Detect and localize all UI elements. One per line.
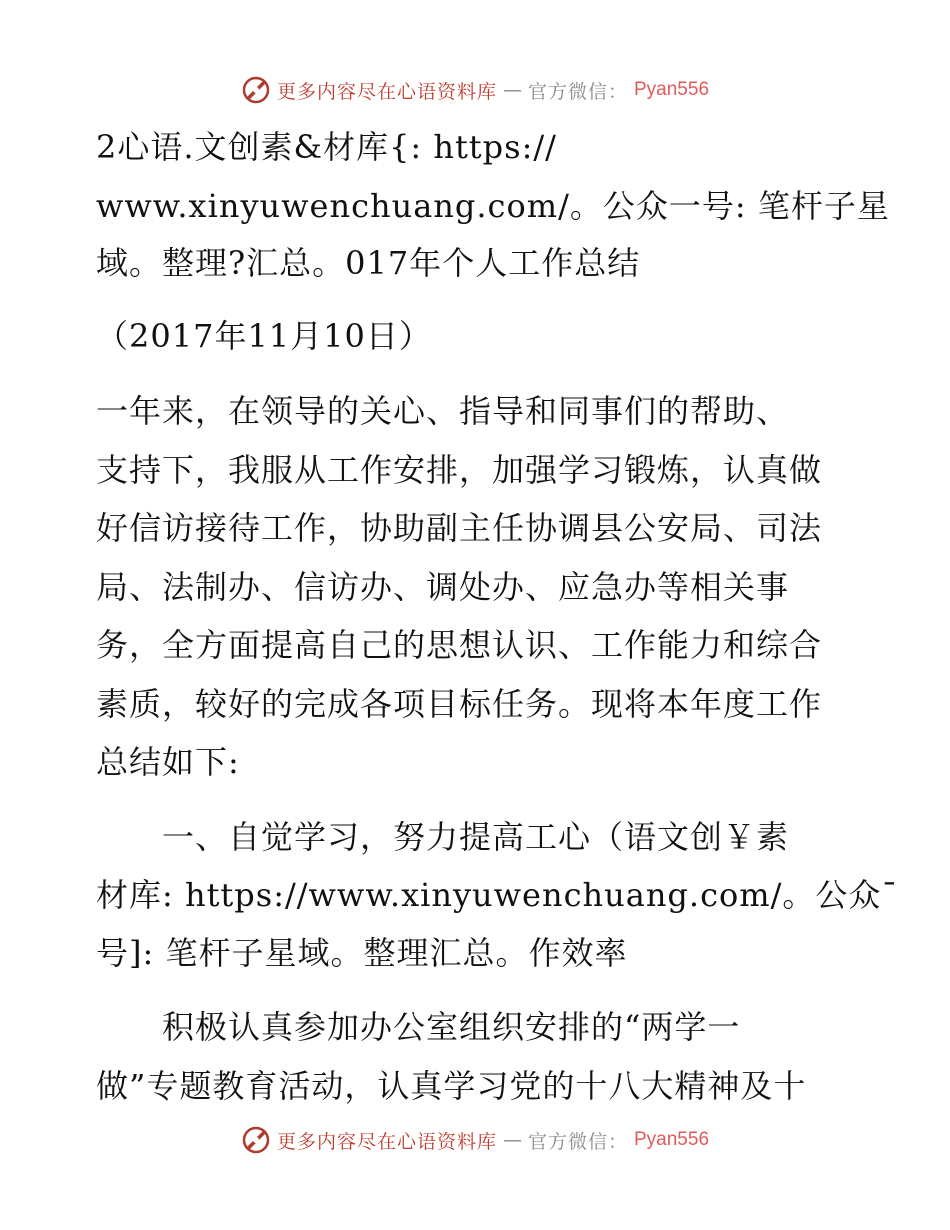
doc-section-heading: 一、自觉学习，努力提高工心（语文创￥素	[96, 818, 790, 856]
banner-official-label: 官方微信：	[527, 80, 628, 103]
doc-line-5: 一年来，在领导的关心、指导和同事们的帮助、	[96, 392, 790, 430]
doc-line-8: 局、法制办、信访办、调处办、应急办等相关事	[96, 568, 790, 606]
doc-line-11: 总结如下:	[96, 743, 240, 781]
banner-wechat-id: Pyan556	[634, 1129, 710, 1150]
doc-line-15: 积极认真参加办公室组织安排的“两学一	[96, 1008, 741, 1046]
doc-line-2: www.xinyuwenchuang.com/。公众一号: 笔杆子星	[96, 187, 890, 225]
banner-wechat-id: Pyan556	[634, 79, 710, 100]
doc-line-6: 支持下，我服从工作安排，加强学习锻炼，认真做	[96, 451, 823, 489]
doc-line-13: 材库: https://www.xinyuwenchuang.com/。公众¯	[96, 876, 899, 914]
doc-line-7: 好信访接待工作，协助副主任协调县公安局、司法	[96, 509, 823, 547]
footer-watermark-banner	[0, 1120, 950, 1160]
header-watermark-banner	[0, 70, 950, 110]
banner-brand-text: 更多内容尽在心语资料库	[276, 80, 497, 103]
doc-line-3: 域。整理?汇总。017年个人工作总结	[96, 244, 641, 282]
quill-logo-icon	[241, 75, 271, 105]
doc-line-1: 2心语.文创素&材库{: https://	[96, 128, 557, 166]
doc-line-16: 做”专题教育活动，认真学习党的十八大精神及十	[96, 1067, 807, 1105]
banner-official-label: 官方微信：	[527, 1130, 628, 1153]
banner-separator: —	[502, 1129, 522, 1151]
doc-line-10: 素质，较好的完成各项目标任务。现将本年度工作	[96, 685, 823, 723]
banner-brand-text: 更多内容尽在心语资料库	[276, 1130, 497, 1153]
quill-logo-icon	[241, 1125, 271, 1155]
doc-date-line: （2017年11月10日）	[96, 317, 432, 355]
doc-line-14: 号]: 笔杆子星域。整理汇总。作效率	[96, 934, 628, 972]
doc-line-9: 务，全方面提高自己的思想认识、工作能力和综合	[96, 626, 823, 664]
banner-separator: —	[502, 79, 522, 101]
